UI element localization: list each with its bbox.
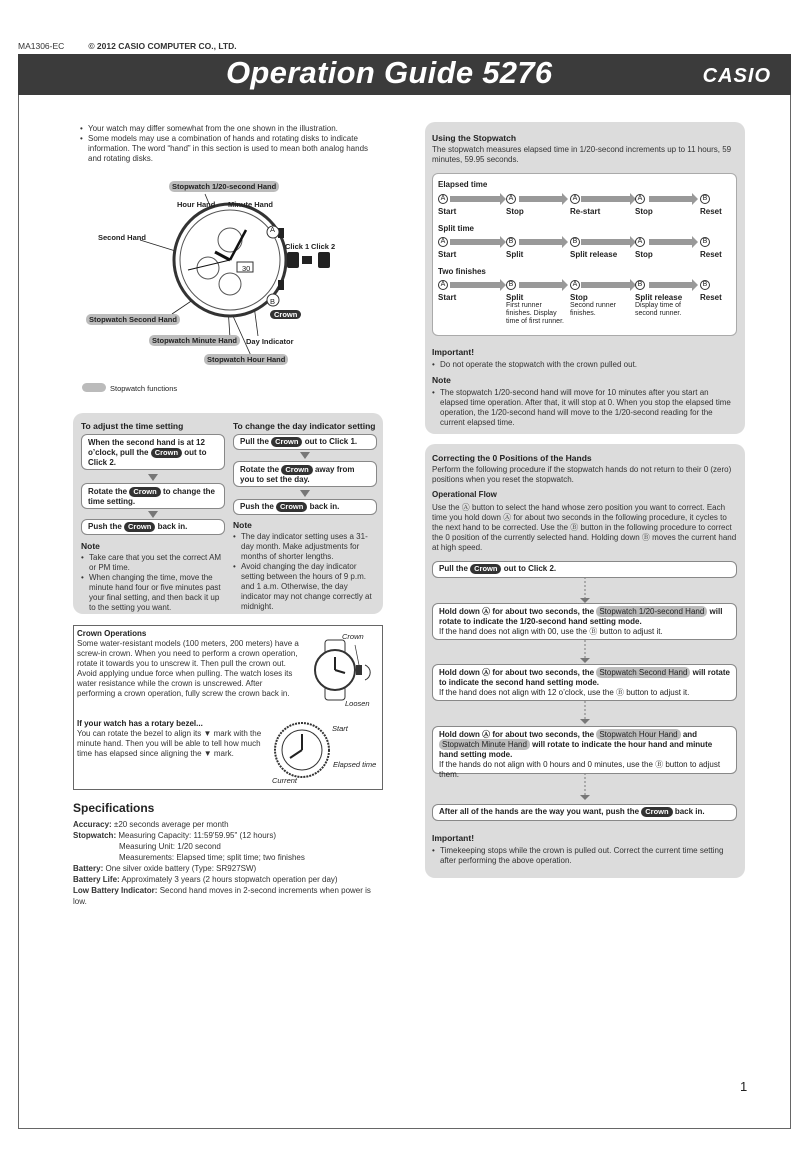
label-stopwatch-minute: Stopwatch Minute Hand — [149, 335, 240, 346]
step-text: out to Click 1. — [304, 437, 358, 446]
flow-text: Use the Ⓐ button to select the hand whose zero position you want to correct. Each time you hold down Ⓐ for about two seconds in the following procedure, it cycles to the next hand to be corrected. Use the Ⓑ button in the following procedure to correct the 0 position of the currently selected hand. Holding down Ⓑ moves the current hand at high speed. — [432, 503, 737, 552]
crown-ops-text: Some water-resistant models (100 meters, 200 meters) have a screw-in crown. When you need to perform a crown operation, rotate it towards you to unscrew it. Then pull the crown out. Avoid applying undue force when pulling. The watch loses its water resistance while the crown is unscrewed. After performing a crown operation, fully screw the crown back in. — [77, 639, 299, 698]
note-item: • When changing the time, move the minute hand four or five minutes past your final setting, and then back it up to the setting you want. — [81, 573, 225, 613]
bezel-title: If your watch has a rotary bezel... — [77, 719, 203, 728]
crown-chip: Crown — [470, 564, 501, 574]
button-icon: A — [570, 280, 580, 290]
intro-item: • Some models may use a combination of hands and rotating disks to indicate information. The word “hand” in this section is used to mean both analog hands and rotating disks. — [80, 134, 375, 164]
crown-chip: Crown — [129, 487, 160, 497]
stopwatch-desc: The stopwatch measures elapsed time in 1/20-second increments up to 11 hours, 59 minutes, 59.95 seconds. — [432, 145, 732, 164]
step-label: Start — [438, 207, 457, 216]
step-text: back in. — [674, 807, 705, 816]
label-minute-hand: Minute Hand — [228, 200, 273, 209]
button-icon: A — [570, 194, 580, 204]
flow-step — [506, 236, 523, 259]
spec-value: Measuring Unit: 1/20 second — [119, 842, 221, 851]
bezel-text: You can rotate the bezel to align its ▼ mark with the minute hand. Then you will be able to tell how much time has elapsed since aligning the ▼ mark. — [77, 729, 262, 758]
step-text: After all of the hands are the way you want, push the — [439, 807, 640, 816]
button-icon: A — [438, 237, 448, 247]
step-text: will rotate to indicate the hour hand and minute hand setting mode. — [439, 740, 713, 759]
step-text: away from you to set the day. — [240, 465, 355, 484]
flow-step — [635, 236, 653, 259]
header-meta — [18, 41, 237, 51]
step-text: When the second hand is at 12 o’clock, pull the — [88, 438, 205, 457]
button-icon: B — [506, 280, 516, 290]
step-text: Rotate the — [88, 487, 128, 496]
button-icon: A — [438, 280, 448, 290]
day-title: To change the day indicator setting — [233, 421, 376, 431]
crown-illustration — [305, 635, 380, 705]
button-icon: A — [506, 194, 516, 204]
dial-number: 30 — [242, 264, 251, 273]
intro-item: • Your watch may differ somewhat from the one shown in the illustration. — [80, 124, 375, 134]
title-banner — [18, 54, 791, 95]
button-a-label: A — [270, 225, 276, 234]
step-note: If the hand does not align with 00, use the Ⓑ button to adjust it. — [439, 627, 663, 636]
adjust-step-1 — [81, 434, 225, 470]
step-label: Split release — [635, 293, 683, 302]
step-text: Push the — [240, 502, 274, 511]
flow-step — [700, 236, 722, 259]
spec-key: Low Battery Indicator: — [73, 886, 158, 895]
spec-value: Approximately 3 years (2 hours stopwatch operation per day) — [121, 875, 338, 884]
button-icon: A — [635, 194, 645, 204]
spec-key: Battery: — [73, 864, 104, 873]
step-text: Rotate the — [240, 465, 280, 474]
step-desc: Display time of second runner. — [635, 302, 682, 317]
day-notes — [233, 532, 375, 612]
step-text: Hold down Ⓐ for about two seconds, the — [439, 668, 595, 677]
brand-logo: CASIO — [702, 65, 771, 87]
crown-chip: Crown — [641, 807, 672, 817]
hand-chip: Stopwatch Second Hand — [596, 667, 690, 678]
button-icon: A — [635, 237, 645, 247]
copyright: © 2012 CASIO COMPUTER CO., LTD. — [88, 41, 237, 51]
stopwatch-title: Using the Stopwatch — [432, 133, 517, 143]
button-icon: B — [700, 194, 710, 204]
adjust-step-3 — [81, 519, 225, 535]
flow-arrow — [300, 490, 310, 497]
step-label: Reset — [700, 207, 722, 216]
day-step-2 — [233, 461, 377, 487]
elapsed-title: Elapsed time — [438, 180, 488, 189]
step-text: Hold down Ⓐ for about two seconds, the — [439, 607, 595, 616]
bezel-illustration — [270, 720, 335, 780]
label-stopwatch-hour: Stopwatch Hour Hand — [204, 354, 288, 365]
step-text: to change the time setting. — [88, 487, 215, 506]
correct-important-title: Important! — [432, 833, 475, 843]
correct-step-4 — [432, 726, 737, 779]
label-click2: Click 2 — [311, 242, 336, 251]
adjust-step-2 — [81, 483, 225, 509]
correct-step-2 — [432, 603, 737, 640]
crown-chip: Crown — [281, 465, 312, 475]
flow-step — [700, 279, 722, 302]
hand-chip: Stopwatch Hour Hand — [596, 729, 680, 740]
step-text: and — [682, 730, 698, 739]
step-text: Pull the — [240, 437, 269, 446]
step-label: Stop — [506, 207, 524, 216]
label-second-hand: Second Hand — [98, 233, 146, 242]
hand-chip: Stopwatch Minute Hand — [439, 739, 530, 750]
correct-important-list — [432, 846, 737, 866]
button-icon: B — [700, 237, 710, 247]
flow-step — [570, 236, 617, 259]
spec-value: ±20 seconds average per month — [113, 820, 229, 829]
flow-step — [438, 193, 456, 216]
step-label: Stop — [635, 207, 653, 216]
step-text: out to Click 2. — [88, 448, 207, 467]
page-number: 1 — [740, 1079, 748, 1094]
specs-list — [73, 819, 373, 907]
step-text: will rotate to indicate the 1/20-second hand setting mode. — [439, 607, 723, 626]
crown-chip: Crown — [124, 522, 155, 532]
flow-step — [635, 279, 693, 318]
elapsed-label: Elapsed time — [333, 760, 377, 769]
sw-important-title: Important! — [432, 347, 475, 357]
split-title: Split time — [438, 224, 475, 233]
flow-arrow — [148, 474, 158, 481]
step-text: Pull the — [439, 564, 468, 573]
note-item: • The stopwatch 1/20-second hand will move for 10 minutes after you start an elapsed time operation. After that, it will stop at 0. When you stop the elapsed time operation, the 1/20-second hand will move to the 1/20-second reading for the current elapsed time. — [432, 388, 737, 428]
button-icon: B — [506, 237, 516, 247]
step-label: Split — [506, 250, 524, 259]
spec-key: Battery Life: — [73, 875, 120, 884]
spec-value: Measuring Capacity: 11:59'59.95" (12 hours) — [118, 831, 276, 840]
step-label: Split release — [570, 250, 618, 259]
crown-chip: Crown — [151, 448, 182, 458]
step-text: back in. — [309, 502, 340, 511]
spec-value: Second hand moves in 2-second increments when power is low. — [73, 886, 371, 906]
step-label: Start — [438, 293, 457, 302]
button-icon: B — [700, 280, 710, 290]
button-icon: B — [570, 237, 580, 247]
step-label: Reset — [700, 293, 722, 302]
legend-label: Stopwatch functions — [110, 384, 178, 393]
step-text: Hold down Ⓐ for about two seconds, the — [439, 730, 595, 739]
label-crown: Crown — [270, 310, 301, 319]
current-label: Current — [272, 776, 298, 785]
flow-arrow — [148, 511, 158, 518]
flow-title: Operational Flow — [432, 490, 497, 499]
crown-ops-title: Crown Operations — [77, 629, 147, 638]
step-desc: First runner finishes. Display time of first runner. — [506, 302, 564, 325]
start-label: Start — [332, 724, 348, 733]
spec-value: One silver oxide battery (Type: SR927SW) — [105, 864, 257, 873]
spec-value: Measurements: Elapsed time; split time; two finishes — [119, 853, 305, 862]
doc-code: MA1306-EC — [18, 41, 65, 51]
step-text: Push the — [88, 522, 122, 531]
specs-title: Specifications — [73, 801, 155, 815]
spec-key: Stopwatch: — [73, 831, 117, 840]
adjust-note-title: Note — [81, 541, 100, 551]
label-stopwatch-120: Stopwatch 1/20-second Hand — [169, 181, 279, 192]
flow-step — [506, 193, 524, 216]
important-item: • Timekeeping stops while the crown is pulled out. Correct the current time setting after performing the above operation. — [432, 846, 737, 866]
note-item: • Avoid changing the day indicator setting between the hours of 9 p.m. and 1 a.m. Otherwise, the day indicator may not change correctly at midnight. — [233, 562, 375, 612]
adjust-notes — [81, 553, 225, 613]
note-item: • The day indicator setting uses a 31-day month. Make adjustments for months of shorter lengths. — [233, 532, 375, 562]
correct-step-3 — [432, 664, 737, 701]
loosen-label: Loosen — [345, 699, 370, 708]
note-item: • Take care that you set the correct AM or PM time. — [81, 553, 225, 573]
legend-swatch — [82, 383, 106, 392]
two-title: Two finishes — [438, 267, 486, 276]
intro-list — [80, 124, 375, 164]
label-day-indicator: Day Indicator — [246, 337, 294, 346]
label-stopwatch-second: Stopwatch Second Hand — [86, 314, 180, 325]
button-icon: A — [438, 194, 448, 204]
correct-step-1 — [432, 561, 737, 578]
day-note-title: Note — [233, 520, 252, 530]
hand-chip: Stopwatch 1/20-second Hand — [596, 606, 707, 617]
correct-step-5 — [432, 804, 737, 821]
flow-step — [570, 279, 628, 318]
step-label: Stop — [635, 250, 653, 259]
flow-step — [635, 193, 653, 216]
step-text: back in. — [157, 522, 188, 531]
sw-important-list — [432, 360, 737, 370]
day-step-1 — [233, 434, 377, 450]
step-note: If the hand does not align with 12 o’clock, use the Ⓑ button to adjust it. — [439, 688, 690, 697]
sw-note-list — [432, 388, 737, 428]
flow-step — [570, 193, 600, 216]
page-title: Operation Guide 5276 — [226, 55, 553, 90]
label-hour-hand: Hour Hand — [177, 200, 216, 209]
correct-title: Correcting the 0 Positions of the Hands — [432, 453, 592, 463]
button-icon: B — [635, 280, 645, 290]
step-label: Split — [506, 293, 524, 302]
important-item: • Do not operate the stopwatch with the crown pulled out. — [432, 360, 737, 370]
correct-desc: Perform the following procedure if the stopwatch hands do not return to their 0 (zero) positions when you reset the stopwatch. — [432, 465, 732, 484]
spec-key: Accuracy: — [73, 820, 112, 829]
step-label: Start — [438, 250, 457, 259]
sw-note-title: Note — [432, 375, 451, 385]
crown-chip: Crown — [271, 437, 302, 447]
flow-step — [700, 193, 722, 216]
flow-step — [438, 236, 456, 259]
day-step-3 — [233, 499, 377, 515]
step-text: will rotate to indicate the second hand setting mode. — [439, 668, 730, 687]
step-label: Stop — [570, 293, 588, 302]
step-desc: Second runner finishes. — [570, 302, 616, 317]
crown-ill-label: Crown — [342, 632, 364, 641]
step-label: Re-start — [570, 207, 601, 216]
button-b-label: B — [270, 297, 276, 306]
step-label: Reset — [700, 250, 722, 259]
label-click1: Click 1 — [285, 242, 310, 251]
flow-step — [438, 279, 456, 302]
crown-chip: Crown — [276, 502, 307, 512]
flow-step — [506, 279, 564, 326]
flow-arrow — [300, 452, 310, 459]
step-note: If the hands do not align with 0 hours and 0 minutes, use the Ⓑ button to adjust them. — [439, 760, 721, 779]
step-text: out to Click 2. — [503, 564, 557, 573]
adjust-title: To adjust the time setting — [81, 421, 184, 431]
